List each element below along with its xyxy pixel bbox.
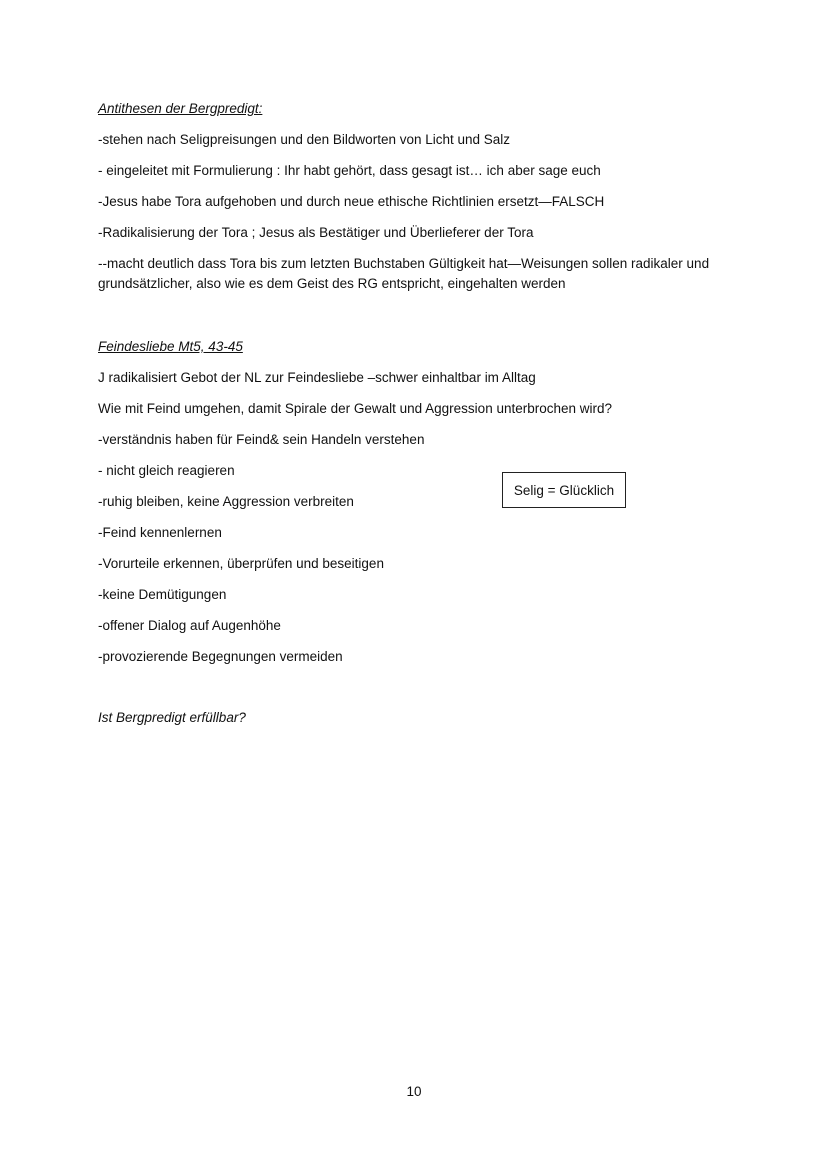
page-number: 10 — [406, 1084, 422, 1099]
section-heading-antithesen: Antithesen der Bergpredigt: — [98, 101, 263, 116]
list-item: -Vorurteile erkennen, überprüfen und beseitigen — [98, 556, 384, 571]
list-item: J radikalisiert Gebot der NL zur Feindesliebe –schwer einhaltbar im Alltag — [98, 370, 536, 385]
list-item: -Feind kennenlernen — [98, 525, 222, 540]
list-item: -verständnis haben für Feind& sein Handeln verstehen — [98, 432, 425, 447]
list-item: -Jesus habe Tora aufgehoben und durch neue ethische Richtlinien ersetzt—FALSCH — [98, 194, 605, 209]
list-item: - eingeleitet mit Formulierung : Ihr habt gehört, dass gesagt ist… ich aber sage euch — [98, 163, 601, 178]
list-item: -ruhig bleiben, keine Aggression verbreiten — [98, 494, 354, 509]
list-item: --macht deutlich dass Tora bis zum letzten Buchstaben Gültigkeit hat—Weisungen sollen radikaler und grundsätzlicher, also wie es dem Geist des RG entspricht, eingehalten werden — [98, 256, 710, 291]
list-item: -offener Dialog auf Augenhöhe — [98, 618, 281, 633]
definition-box — [502, 472, 626, 508]
list-item: -Radikalisierung der Tora ; Jesus als Bestätiger und Überlieferer der Tora — [98, 225, 534, 240]
list-item: Wie mit Feind umgehen, damit Spirale der Gewalt und Aggression unterbrochen wird? — [98, 401, 613, 416]
closing-question: Ist Bergpredigt erfüllbar? — [98, 710, 246, 725]
list-item: -keine Demütigungen — [98, 587, 227, 602]
list-item: -provozierende Begegnungen vermeiden — [98, 649, 343, 664]
list-item: - nicht gleich reagieren — [98, 463, 235, 478]
section-heading-feindesliebe: Feindesliebe Mt5, 43-45 — [98, 339, 243, 354]
definition-box-text: Selig = Glücklich — [513, 482, 615, 498]
list-item: -stehen nach Seligpreisungen und den Bildworten von Licht und Salz — [98, 132, 511, 147]
